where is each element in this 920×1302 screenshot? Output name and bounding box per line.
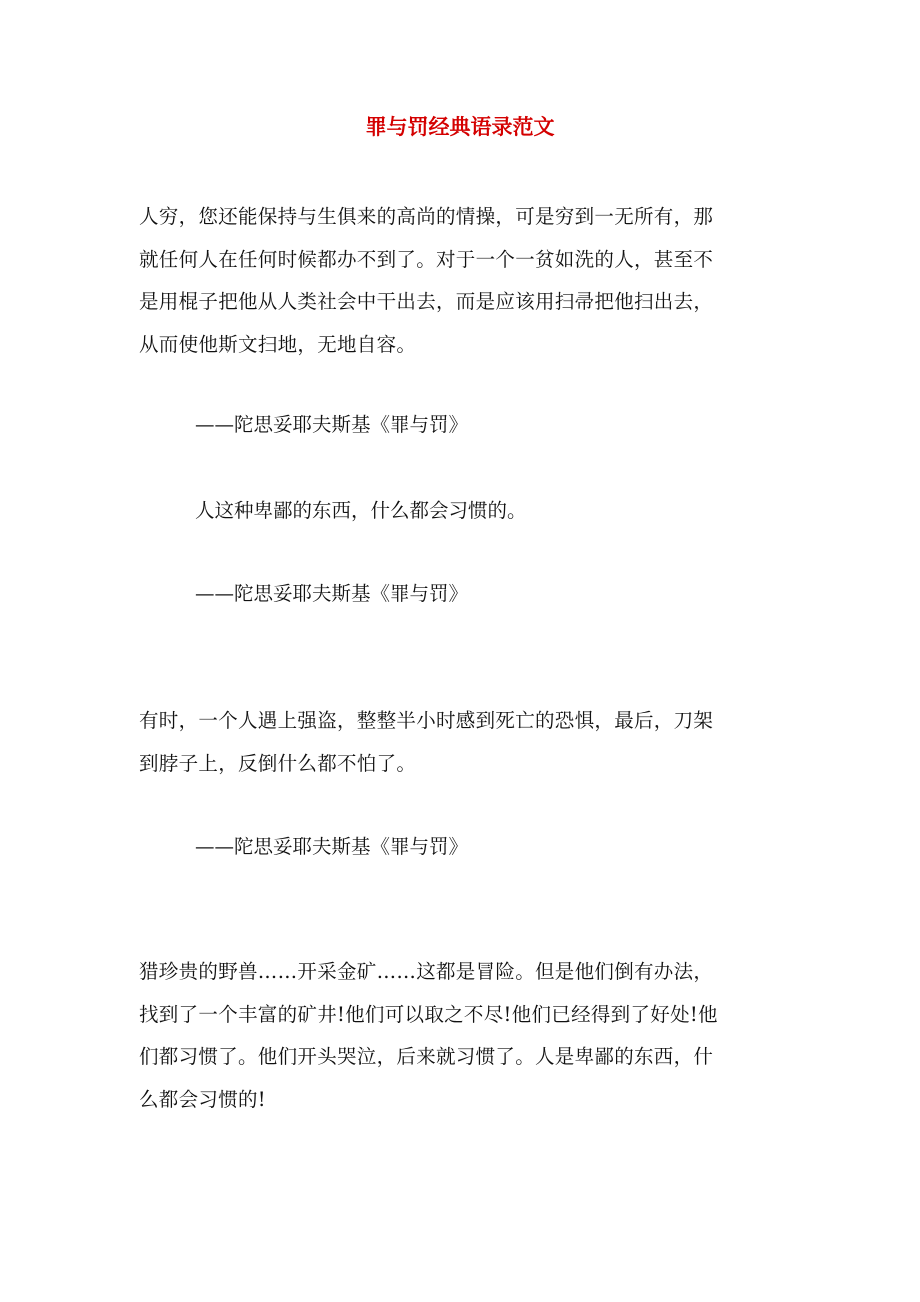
paragraph-hunting [139,951,779,1121]
attribution-3: ——陀思妥耶夫斯基《罪与罚》 [195,835,469,858]
paragraph-line: 么都会习惯的! [139,1087,266,1111]
paragraph-line: 从而使他斯文扫地，无地自容。 [139,332,417,356]
attribution-2: ——陀思妥耶夫斯基《罪与罚》 [195,582,469,605]
paragraph-line: 找到了一个丰富的矿井!他们可以取之不尽!他们已经得到了好处!他 [139,1002,718,1026]
paragraph-line: 猎珍贵的野兽……开采金矿……这都是冒险。但是他们倒有办法， [139,960,714,983]
attribution-1: ——陀思妥耶夫斯基《罪与罚》 [195,413,469,436]
paragraph-robber [139,700,779,785]
quote-habit: 人这种卑鄙的东西，什么都会习惯的。 [195,499,527,522]
document-title: 罪与罚经典语录范文 [365,114,555,139]
paragraph-line: 就任何人在任何时候都办不到了。对于一个一贫如洗的人，甚至不 [139,247,714,271]
paragraph-line: 到脖子上，反倒什么都不怕了。 [139,751,417,775]
paragraph-line: 人穷，您还能保持与生俱来的高尚的情操，可是穷到一无所有，那 [139,205,714,228]
paragraph-line: 有时，一个人遇上强盗，整整半小时感到死亡的恐惧，最后，刀架 [139,709,714,732]
paragraph-line: 们都习惯了。他们开头哭泣，后来就习惯了。人是卑鄙的东西，什 [139,1045,714,1068]
paragraph-poverty [139,196,779,366]
paragraph-line: 是用棍子把他从人类社会中干出去，而是应该用扫帚把他扫出去， [139,290,714,313]
